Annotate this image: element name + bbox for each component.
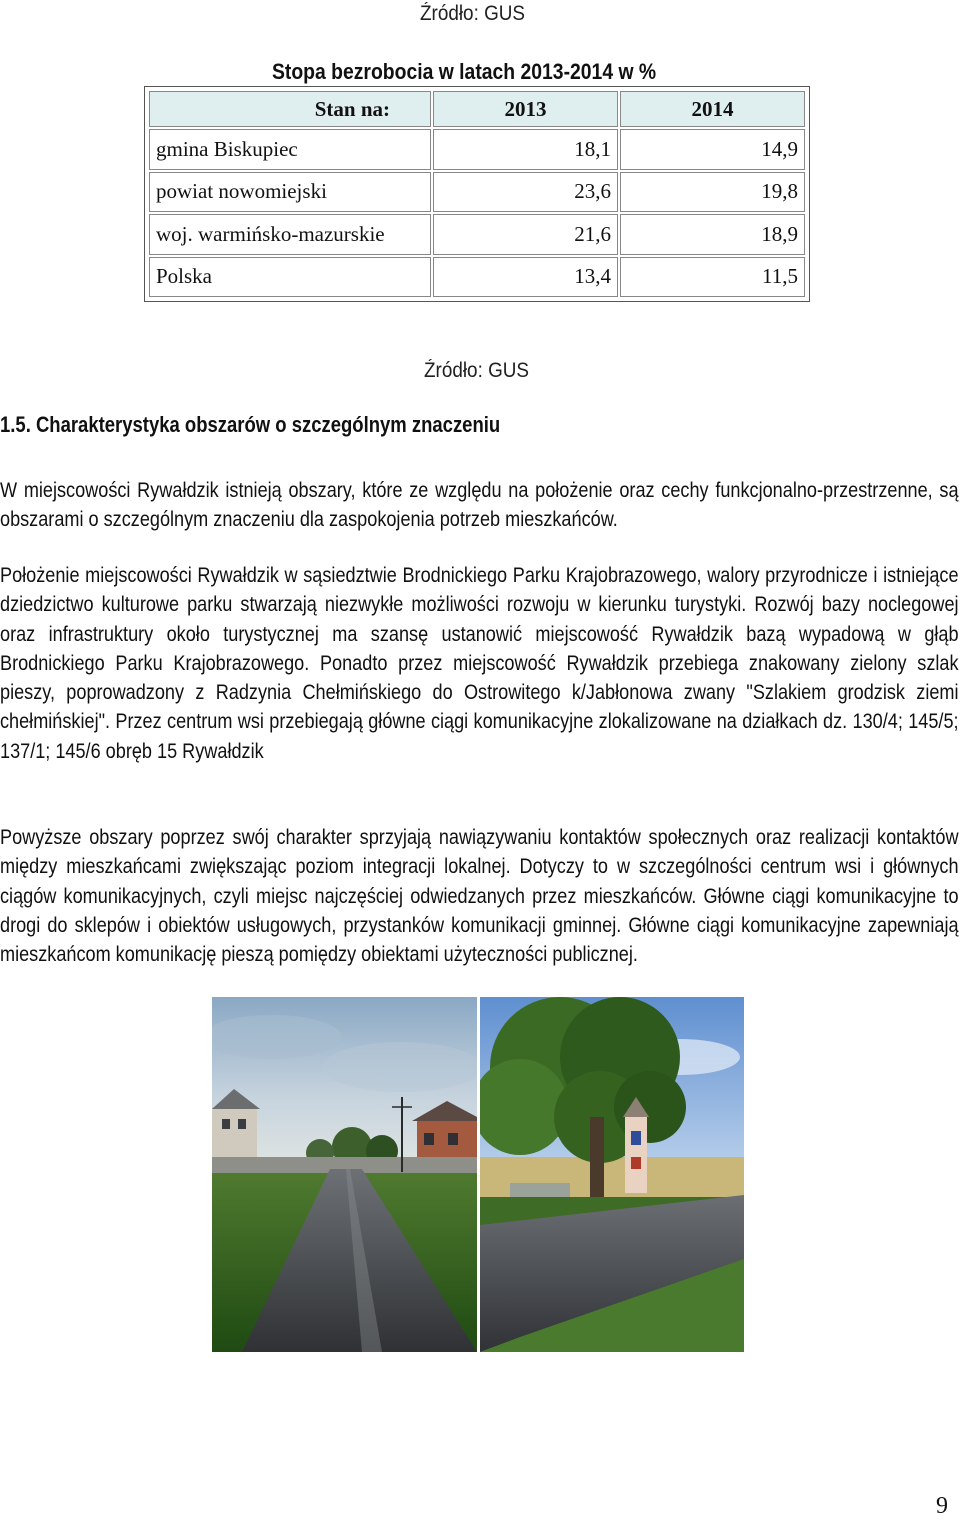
roadside-shrine-photo-icon (480, 997, 744, 1352)
header-year-2014: 2014 (620, 91, 805, 127)
table-row (149, 129, 805, 170)
table-row (149, 172, 805, 213)
header-stan-na: Stan na: (149, 91, 431, 127)
row-value-2014: 11,5 (620, 257, 805, 298)
village-road-photo (212, 997, 477, 1352)
source-note-after-table: Źródło: GUS (424, 359, 530, 382)
row-region: gmina Biskupiec (149, 129, 431, 170)
paragraph-1: W miejscowości Rywałdzik istnieją obszary, które ze względu na położenie oraz cechy funkcjonalno-przestrzenne, są obszarami o szczególnym znaczeniu dla zaspokojenia potrzeb mieszkańców. (0, 479, 959, 532)
row-region: Polska (149, 257, 431, 298)
page-number: 9 (936, 1493, 948, 1519)
unemployment-table-frame (144, 86, 810, 302)
paragraph-2: Położenie miejscowości Rywałdzik w sąsiedztwie Brodnickiego Parku Krajobrazowego, walory przyrodnicze i istniejące dziedzictwo kulturowe parku stwarzają niezwykłe możliwości rozwoju w kierunku turystyki. Rozwój bazy noclegowej oraz infrastruktury około turystycznej ma szansę ustanowić miejscowość Rywałdzik bazą wypadową w głąb Brodnickiego Parku Krajobrazowego. Ponadto przez miejscowość Rywałdzik przebiega znakowany zielony szlak pieszy, poprowadzony z Radzynia Chełmińskiego do Ostrowitego k/Jabłonowa zwany "Szlakiem grodzisk ziemi chełmińskiej". Przez centrum wsi przebiegają główne ciągi komunikacyjne zlokalizowane na działkach dz. 130/4; 145/5; 137/1; 145/6 obręb 15 Rywałdzik (0, 564, 959, 763)
row-value-2014: 19,8 (620, 172, 805, 213)
row-value-2013: 18,1 (433, 129, 618, 170)
source-note-top: Źródło: GUS (420, 2, 526, 25)
row-value-2014: 14,9 (620, 129, 805, 170)
unemployment-table (147, 89, 807, 299)
table-row (149, 214, 805, 255)
roadside-shrine-photo (480, 997, 744, 1352)
row-value-2014: 18,9 (620, 214, 805, 255)
table-row (149, 257, 805, 298)
paragraph-3: Powyższe obszary poprzez swój charakter sprzyjają nawiązywaniu kontaktów społecznych oraz realizacji kontaktów między mieszkańcami zwiększając poziom integracji lokalnej. Dotyczy to w szczególności centrum wsi i głównych ciągów komunikacyjnych, czyli miejsc najczęściej odwiedzanych przez mieszkańców. Główne ciągi komunikacyjne to drogi do sklepów i obiektów usługowych, przystanków komunikacji gminnej. Główne ciągi komunikacyjne zapewniają mieszkańcom komunikację pieszą pomiędzy obiektami użyteczności publicznej. (0, 826, 959, 967)
table-header-row (149, 91, 805, 127)
row-value-2013: 21,6 (433, 214, 618, 255)
row-region: powiat nowomiejski (149, 172, 431, 213)
section-heading: 1.5. Charakterystyka obszarów o szczególnym znaczeniu (0, 412, 501, 437)
village-road-photo-icon (212, 997, 477, 1352)
row-value-2013: 23,6 (433, 172, 618, 213)
table-title: Stopa bezrobocia w latach 2013-2014 w % (272, 59, 657, 84)
row-region: woj. warmińsko-mazurskie (149, 214, 431, 255)
row-value-2013: 13,4 (433, 257, 618, 298)
header-year-2013: 2013 (433, 91, 618, 127)
